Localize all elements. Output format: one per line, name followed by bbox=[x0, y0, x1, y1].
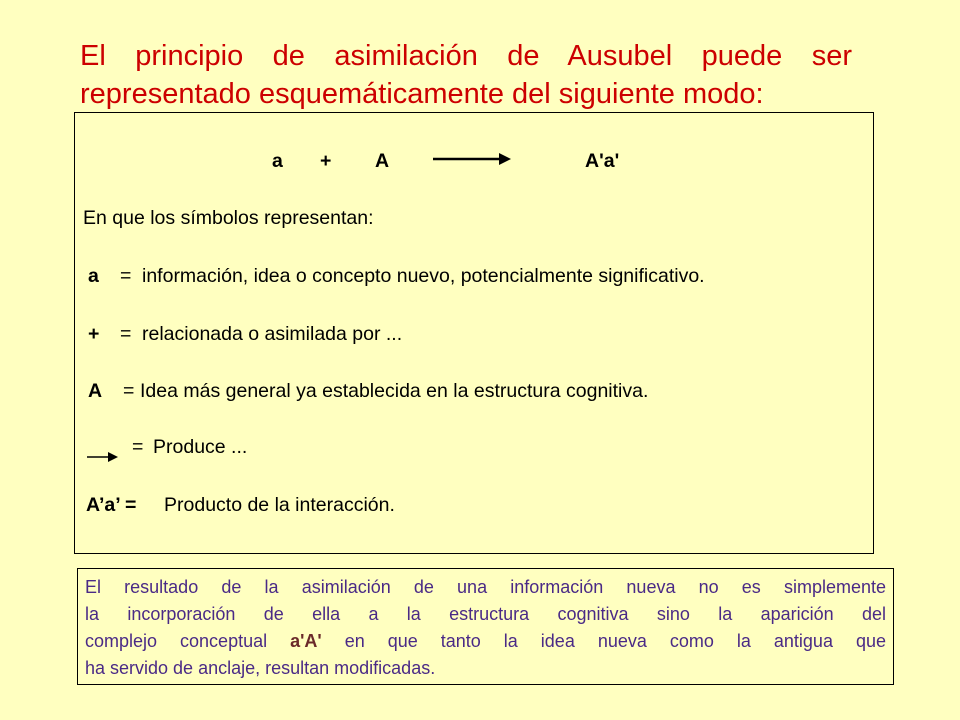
definition-text-plus: relacionada o asimilada por ... bbox=[142, 323, 403, 345]
result-line-2: la incorporación de ella a la estructura cognitiva sino la aparición del bbox=[85, 604, 886, 624]
result-text: en que tanto la idea nueva como la antigua que bbox=[321, 631, 886, 651]
symbols-box bbox=[74, 112, 874, 554]
formula-arrow-icon bbox=[433, 151, 513, 167]
symbols-intro: En que los símbolos representan: bbox=[83, 207, 374, 229]
formula-a: a bbox=[272, 150, 283, 172]
definition-text-Aa: Producto de la interacción. bbox=[164, 494, 395, 516]
definition-symbol-A: A bbox=[88, 380, 103, 402]
definition-text-a: información, idea o concepto nuevo, potencialmente significativo. bbox=[142, 265, 705, 287]
formula-result: A'a' bbox=[585, 150, 620, 172]
definition-symbol-Aa: A’a’ = bbox=[86, 494, 137, 516]
result-line-1: El resultado de la asimilación de una información nueva no es simplemente bbox=[85, 577, 886, 597]
definition-equals: = bbox=[123, 380, 135, 402]
definition-symbol-a: a bbox=[88, 265, 99, 287]
definition-text-arrow: Produce ... bbox=[153, 436, 248, 458]
definition-symbol-plus: + bbox=[88, 323, 100, 345]
definition-text-A: Idea más general ya establecida en la estructura cognitiva. bbox=[140, 380, 649, 402]
result-line-4: ha servido de anclaje, resultan modificadas. bbox=[85, 658, 436, 678]
arrow-icon bbox=[85, 446, 121, 462]
page-title bbox=[80, 37, 852, 113]
definition-equals: = bbox=[132, 436, 144, 458]
result-highlight: a'A' bbox=[290, 631, 322, 651]
formula-A: A bbox=[375, 150, 390, 172]
definition-equals: = bbox=[120, 323, 132, 345]
result-box bbox=[77, 568, 894, 685]
result-text: complejo conceptual bbox=[85, 631, 291, 651]
result-line-3 bbox=[85, 628, 886, 655]
formula-plus: + bbox=[320, 150, 332, 172]
title-line-2: representado esquemáticamente del siguiente modo: bbox=[80, 78, 764, 110]
title-line-1: El principio de asimilación de Ausubel puede ser bbox=[80, 40, 852, 72]
definition-equals: = bbox=[120, 265, 132, 287]
